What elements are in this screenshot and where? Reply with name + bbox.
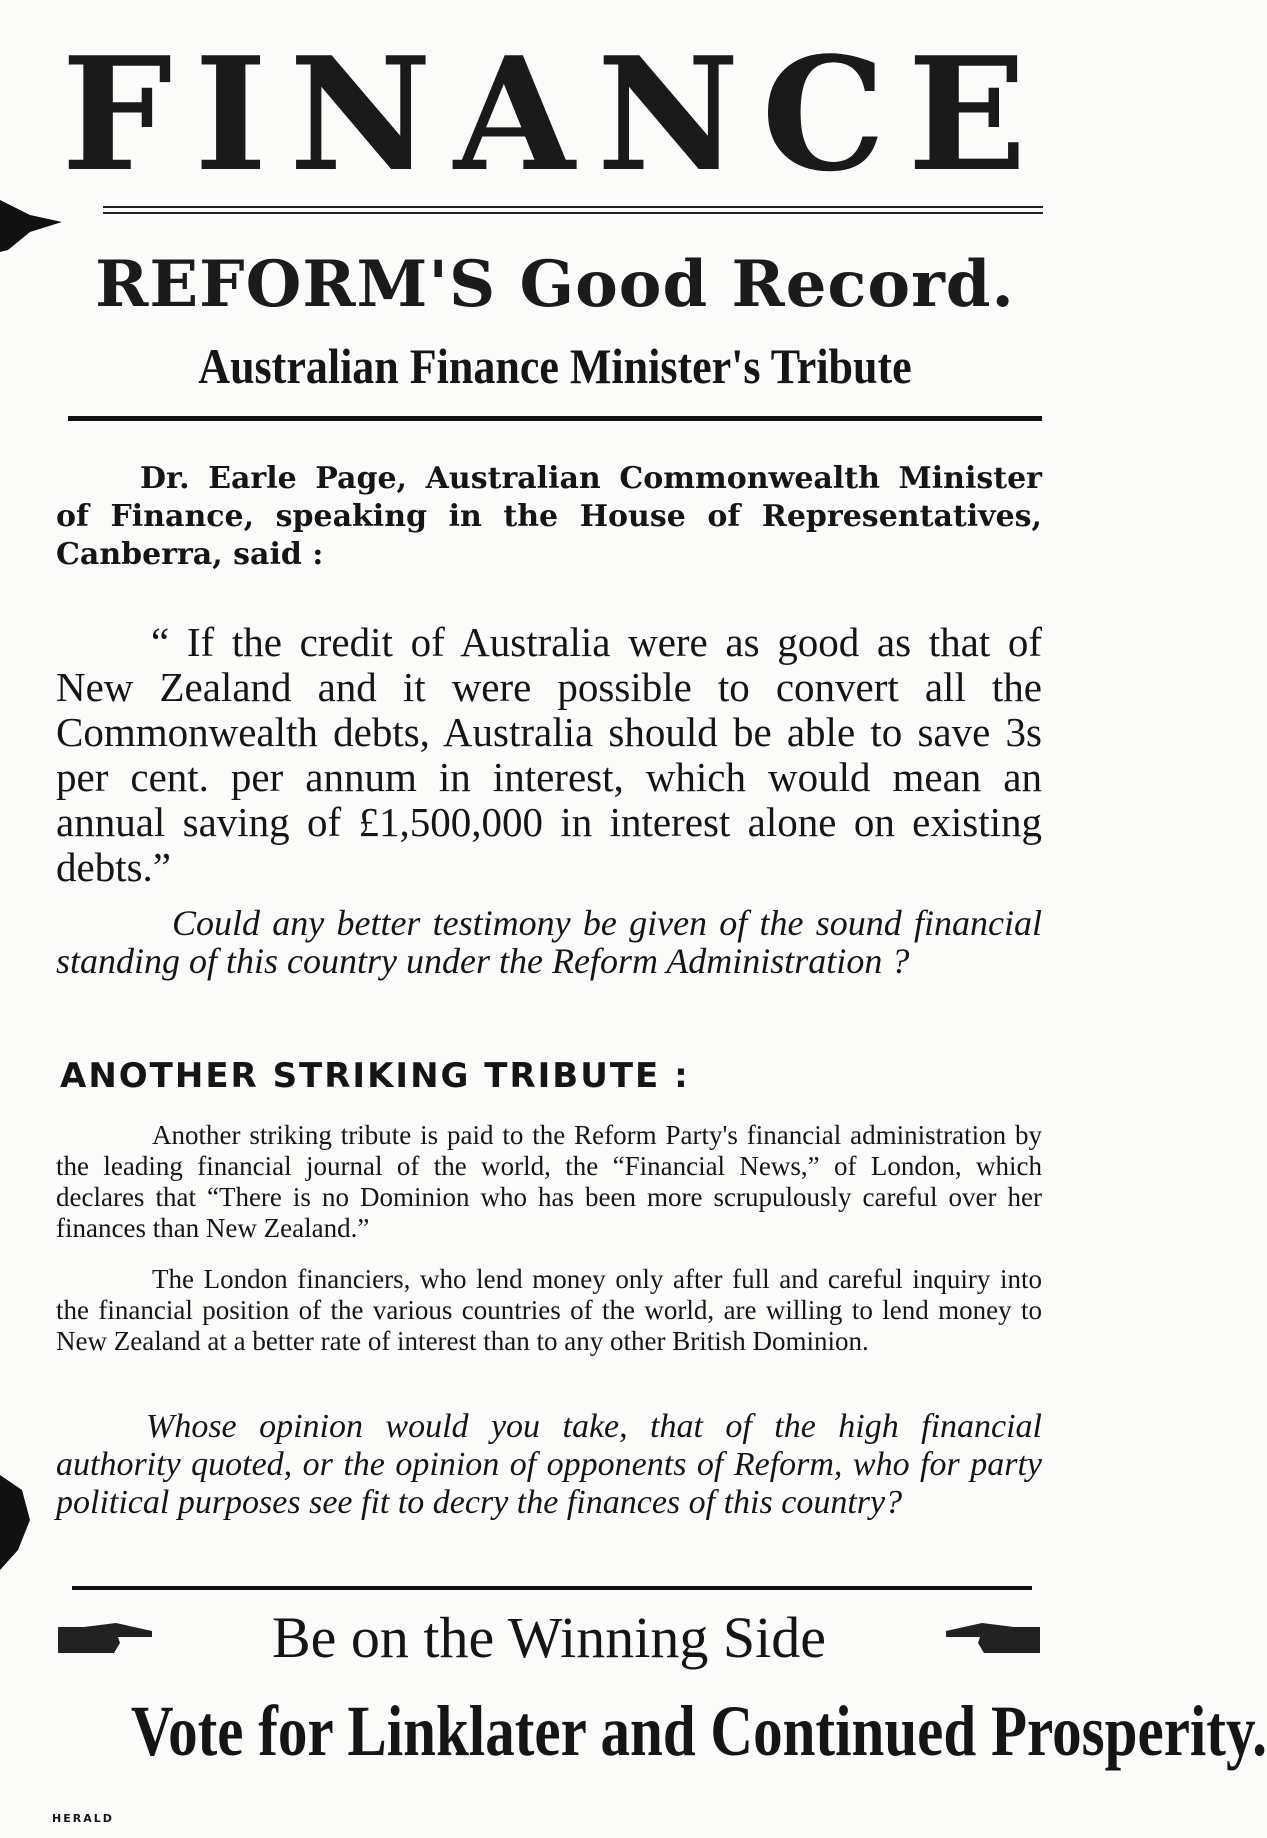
tribute-paragraph-1: Another striking tribute is paid to the Reform Party's financial administration by the leading financial journal of the world, the “Financial News,” of London, which declares that “There is no Dominion who has been more scrupulously careful over her finances than New Zealand.” bbox=[56, 1120, 1042, 1243]
pointing-hand-left-icon bbox=[942, 1613, 1042, 1663]
slogan: Be on the Winning Side bbox=[271, 1605, 826, 1670]
slogan-row bbox=[56, 1600, 1042, 1676]
masthead-rule-top bbox=[103, 206, 1043, 208]
headline: REFORM'S Good Record. bbox=[95, 247, 1015, 322]
tribute-paragraph-2: The London financiers, who lend money only after full and careful inquiry into the financial position of the various countries of the world, are willing to lend money to New Zealand at a better rate of interest than to any other British Dominion. bbox=[56, 1264, 1042, 1356]
intro-paragraph: Dr. Earle Page, Australian Commonwealth Minister of Finance, speaking in the House of Representatives, Canberra, said : bbox=[56, 461, 1042, 572]
printer-imprint: HERALD bbox=[52, 1812, 114, 1825]
section-divider bbox=[68, 416, 1042, 421]
masthead-title: FINANCE bbox=[61, 23, 1049, 206]
subheadline: Australian Finance Minister's Tribute bbox=[198, 338, 912, 394]
vote-call: Vote for Linklater and Continued Prosperity. bbox=[130, 1691, 1267, 1771]
opinion-question: Whose opinion would you take, that of the high financial authority quoted, or the opinion of opponents of Reform, who for party political purposes see fit to decry the finances of this country? bbox=[56, 1408, 1042, 1521]
masthead-rule-bottom bbox=[103, 212, 1043, 214]
tribute-heading: ANOTHER STRIKING TRIBUTE : bbox=[60, 1056, 690, 1096]
footer-divider bbox=[72, 1586, 1032, 1590]
pointing-hand-right-icon bbox=[56, 1613, 156, 1663]
scan-edge-mark-bottom bbox=[0, 1470, 50, 1580]
testimony-question: Could any better testimony be given of the sound financial standing of this country under the Reform Administration ? bbox=[56, 903, 1042, 981]
minister-quote: “ If the credit of Australia were as good as that of New Zealand and it were possible to convert all the Commonwealth debts, Australia should be able to save 3s per cent. per annum in interest, which would mean an annual saving of £1,500,000 in interest alone on existing debts.” bbox=[56, 619, 1042, 890]
